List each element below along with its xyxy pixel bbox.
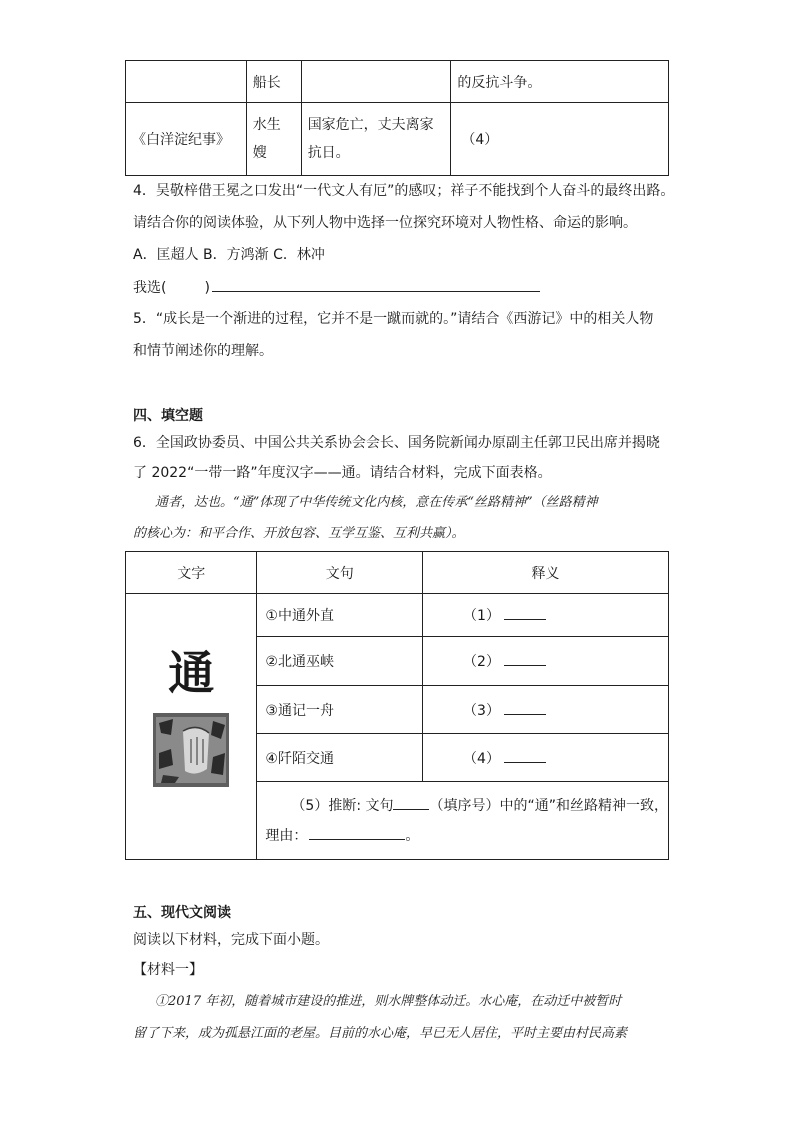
question-4-answer-line xyxy=(133,277,540,298)
section-title: 五、现代文阅读 xyxy=(133,905,231,921)
table-cell: 的反抗斗争。 xyxy=(451,61,669,103)
table-cell: 船长 xyxy=(246,61,301,103)
table-cell xyxy=(301,103,451,176)
answer-cell xyxy=(423,637,669,686)
characters-table xyxy=(125,60,669,176)
answer-cell xyxy=(423,734,669,782)
sentence-cell: ③通记一舟 xyxy=(257,686,423,734)
question-6-line: 了 2022“一带一路”年度汉字——通。请结合材料，完成下面表格。 xyxy=(133,465,552,481)
plot-text: 国家危亡，丈夫离家 xyxy=(307,117,434,133)
table-cell xyxy=(246,103,301,176)
answer-blank[interactable] xyxy=(309,825,405,840)
sentence-cell: ①中通外直 xyxy=(257,594,423,637)
sentence-cell: ④阡陌交通 xyxy=(257,734,423,782)
answer-blank[interactable] xyxy=(504,700,546,715)
material-quote: 通者，达也。“通”体现了中华传统文化内核，意在传承“丝路精神”（丝路精神 xyxy=(155,495,598,510)
character-name: 嫂 xyxy=(252,145,267,161)
reason-suffix: 。 xyxy=(405,827,420,844)
answer-blank[interactable] xyxy=(504,605,546,620)
table-row xyxy=(126,61,669,103)
choose-suffix: ) xyxy=(204,280,210,296)
table-header-row xyxy=(126,552,669,594)
material-label: 【材料一】 xyxy=(133,962,203,978)
character-cell xyxy=(126,594,257,860)
answer-label: （1） xyxy=(463,608,500,624)
answer-blank[interactable] xyxy=(504,651,546,666)
reading-intro: 阅读以下材料，完成下面小题。 xyxy=(133,932,329,948)
table-cell: （4） xyxy=(451,103,669,176)
inference-text: （5）推断: 文句 xyxy=(291,797,394,814)
question-6-line: 6．全国政协委员、中国公共关系协会会长、国务院新闻办原副主任郭卫民出席并揭晓 xyxy=(133,435,660,451)
column-header: 释义 xyxy=(423,552,669,594)
reason-label: 理由： xyxy=(265,827,308,844)
table-cell xyxy=(126,61,247,103)
question-5-line: 5．“成长是一个渐进的过程，它并不是一蹴而就的。”请结合《西游记》中的相关人物 xyxy=(133,311,654,327)
material-quote: 的核心为：和平合作、开放包容、互学互鉴、互利共赢）。 xyxy=(133,526,465,541)
section-title: 四、填空题 xyxy=(133,408,203,424)
answer-label: （3） xyxy=(463,702,500,719)
answer-label: （4） xyxy=(463,750,500,767)
column-header: 文句 xyxy=(257,552,423,594)
tong-table xyxy=(125,551,669,860)
reason-line xyxy=(265,821,668,851)
inference-cell xyxy=(257,782,669,860)
question-4-line: 4．吴敬梓借王冕之口发出“一代文人有厄”的感叹；祥子不能找到个人奋斗的最终出路。 xyxy=(133,183,675,199)
table-cell: 《白洋淀纪事》 xyxy=(126,103,247,176)
inference-line xyxy=(265,791,668,821)
answer-cell xyxy=(423,686,669,734)
reading-paragraph: ①2017 年初，随着城市建设的推进，则水牌整体动迁。水心庵，在动迁中被暂时 xyxy=(155,994,622,1009)
answer-blank[interactable] xyxy=(212,277,540,292)
character-name: 水生 xyxy=(252,117,281,133)
question-4-line: 请结合你的阅读体验，从下列人物中选择一位探究环境对人物性格、命运的影响。 xyxy=(133,215,637,231)
inference-text: （填序号）中的“通”和丝路精神一致， xyxy=(429,797,668,814)
plot-text: 抗日。 xyxy=(307,145,350,161)
sentence-cell: ②北通巫峡 xyxy=(257,637,423,686)
answer-blank[interactable] xyxy=(504,748,546,763)
bronze-inscription-image xyxy=(153,713,229,787)
table-row xyxy=(126,103,669,176)
table-cell xyxy=(301,61,451,103)
table-row xyxy=(126,594,669,637)
answer-blank[interactable] xyxy=(393,795,429,810)
choose-prefix: 我选( xyxy=(133,280,167,296)
answer-label: （2） xyxy=(463,654,500,670)
calligraphy-character: 通 xyxy=(168,645,215,700)
reading-paragraph: 留了下来，成为孤悬江面的老屋。目前的水心庵，早已无人居住，平时主要由村民高素 xyxy=(133,1026,628,1041)
question-4-options: A．匡超人 B．方鸿渐 C．林冲 xyxy=(133,247,325,263)
question-5-line: 和情节阐述你的理解。 xyxy=(133,343,273,359)
answer-cell xyxy=(423,594,669,637)
column-header: 文字 xyxy=(126,552,257,594)
